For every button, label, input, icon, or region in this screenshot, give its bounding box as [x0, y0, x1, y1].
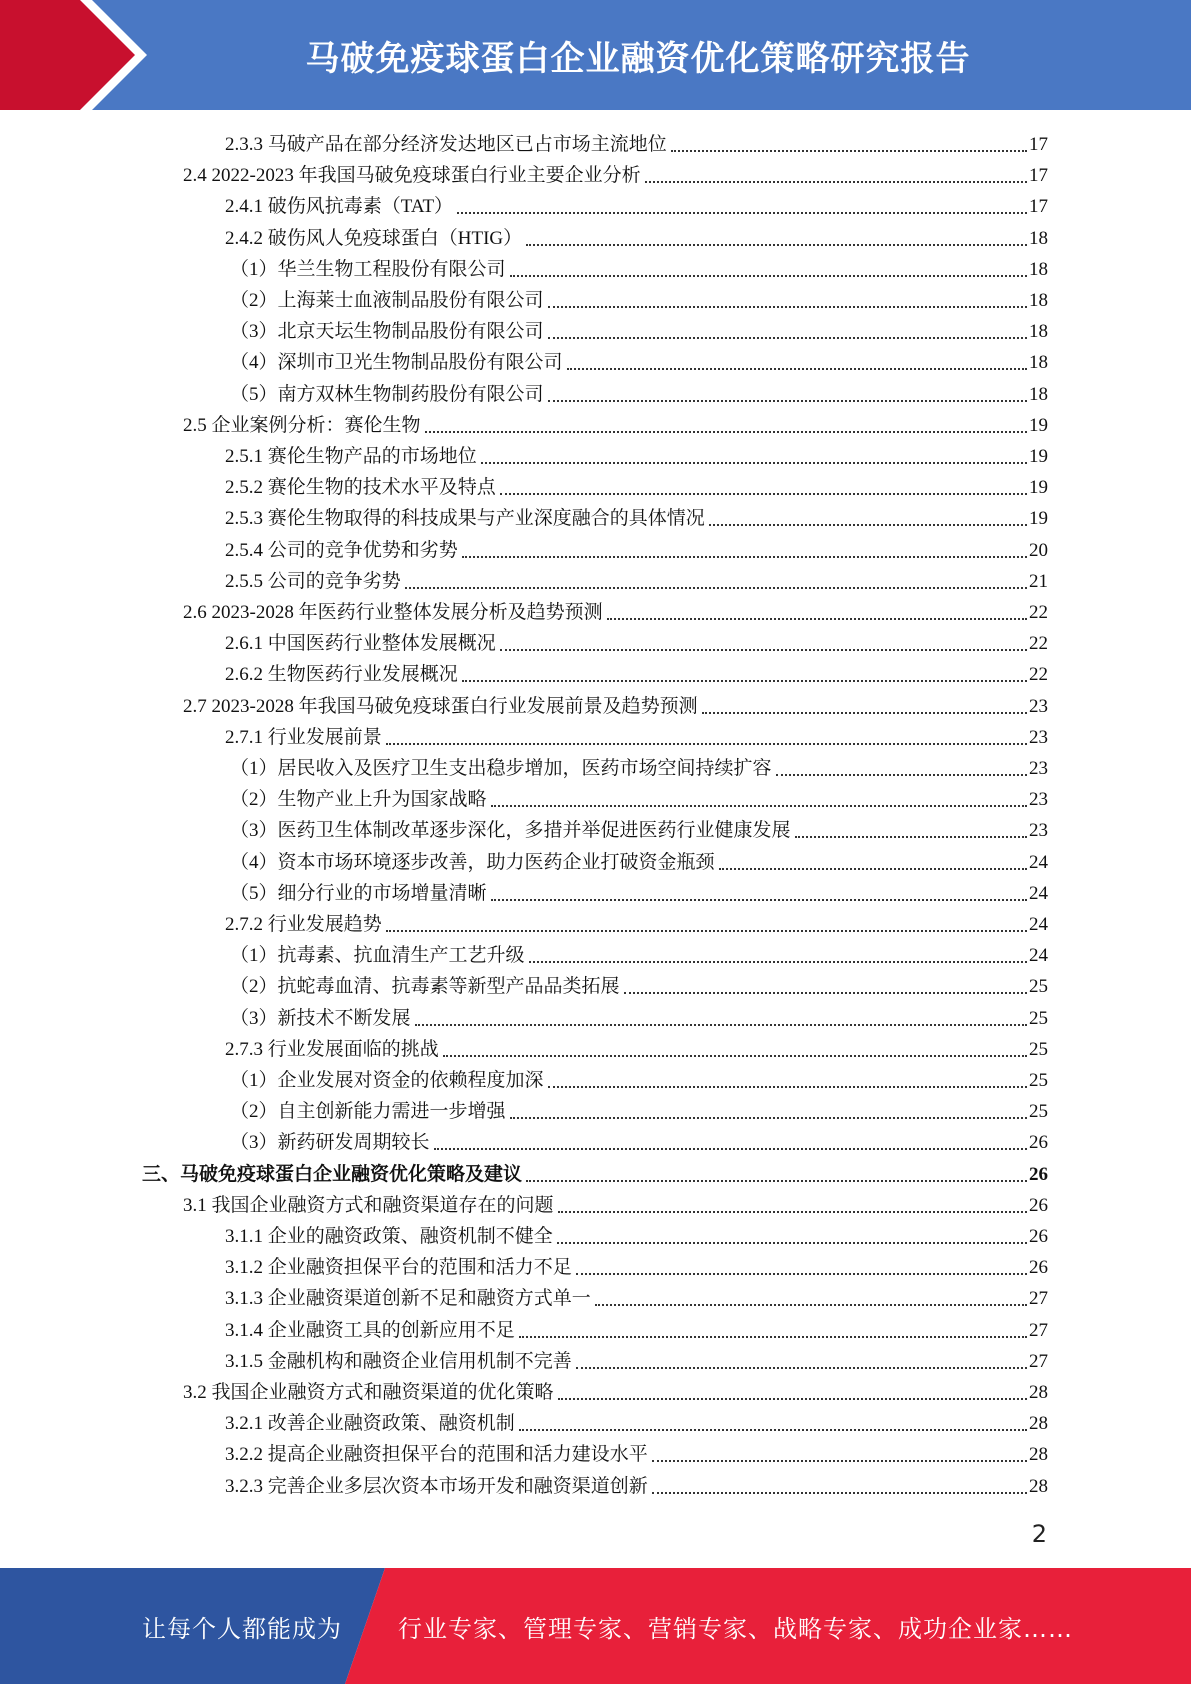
toc-entry[interactable] [225, 1032, 1048, 1063]
toc-entry-label: 3.2.3 完善企业多层次资本市场开发和融资渠道创新 [225, 1476, 648, 1497]
page-header [0, 0, 1191, 110]
toc-entry-page: 27 [1029, 1351, 1048, 1372]
toc-dot-leader [607, 618, 1027, 620]
toc-entry-label: （1）企业发展对资金的依赖程度加深 [230, 1070, 544, 1091]
toc-dot-leader [558, 1398, 1027, 1400]
toc-entry[interactable] [142, 1157, 1048, 1188]
toc-entry[interactable] [225, 1406, 1048, 1437]
toc-entry[interactable] [230, 969, 1048, 1000]
toc-entry-page: 25 [1029, 976, 1048, 997]
toc-entry[interactable] [225, 657, 1048, 688]
toc-entry-page: 18 [1029, 352, 1048, 373]
toc-entry-page: 19 [1029, 477, 1048, 498]
toc-entry-label: 2.4.2 破伤风人免疫球蛋白（HTIG） [225, 228, 523, 249]
toc-entry-page: 26 [1029, 1132, 1048, 1153]
toc-entry[interactable] [230, 1125, 1048, 1156]
toc-entry-label: 三、马破免疫球蛋白企业融资优化策略及建议 [142, 1164, 523, 1185]
toc-entry-label: 2.5.4 公司的竞争优势和劣势 [225, 540, 458, 561]
toc-entry[interactable] [225, 470, 1048, 501]
toc-entry-page: 24 [1029, 883, 1048, 904]
toc-entry[interactable] [225, 1281, 1048, 1312]
toc-dot-leader [548, 337, 1027, 339]
toc-entry[interactable] [225, 1250, 1048, 1281]
toc-dot-leader [645, 181, 1027, 183]
toc-entry-page: 26 [1029, 1164, 1048, 1185]
toc-dot-leader [386, 743, 1027, 745]
toc-entry-label: （4）资本市场环境逐步改善，助力医药企业打破资金瓶颈 [230, 852, 715, 873]
toc-entry-page: 23 [1029, 727, 1048, 748]
toc-entry[interactable] [230, 377, 1048, 408]
toc-entry-page: 23 [1029, 789, 1048, 810]
toc-entry-page: 26 [1029, 1257, 1048, 1278]
toc-entry[interactable] [230, 345, 1048, 376]
report-title: 马破免疫球蛋白企业融资优化策略研究报告 [305, 38, 971, 79]
toc-entry-label: （1）华兰生物工程股份有限公司 [230, 259, 506, 280]
toc-entry[interactable] [183, 595, 1048, 626]
page-footer [0, 1568, 1191, 1684]
toc-entry-label: 2.4 2022-2023 年我国马破免疫球蛋白行业主要企业分析 [183, 165, 641, 186]
toc-entry-label: 2.5 企业案例分析：赛伦生物 [183, 415, 421, 436]
toc-entry-label: （5）南方双林生物制药股份有限公司 [230, 384, 544, 405]
toc-entry[interactable] [225, 907, 1048, 938]
toc-entry[interactable] [225, 189, 1048, 220]
toc-entry-label: 2.7.2 行业发展趋势 [225, 914, 382, 935]
toc-dot-leader [443, 1055, 1027, 1057]
toc-dot-leader [652, 1492, 1027, 1494]
toc-dot-leader [405, 587, 1027, 589]
toc-entry-page: 22 [1029, 633, 1048, 654]
toc-dot-leader [576, 1273, 1027, 1275]
toc-entry[interactable] [225, 626, 1048, 657]
toc-entry[interactable] [183, 689, 1048, 720]
toc-entry[interactable] [225, 1219, 1048, 1250]
toc-entry-label: 3.1.3 企业融资渠道创新不足和融资方式单一 [225, 1288, 591, 1309]
toc-entry-page: 20 [1029, 540, 1048, 561]
toc-entry-label: 3.2.2 提高企业融资担保平台的范围和活力建设水平 [225, 1444, 648, 1465]
toc-dot-leader [457, 212, 1027, 214]
toc-dot-leader [557, 1242, 1027, 1244]
toc-entry-page: 28 [1029, 1444, 1048, 1465]
toc-entry-label: 3.2 我国企业融资方式和融资渠道的优化策略 [183, 1382, 554, 1403]
toc-dot-leader [548, 400, 1027, 402]
toc-dot-leader [434, 1148, 1027, 1150]
toc-entry[interactable] [225, 1469, 1048, 1500]
toc-entry[interactable] [230, 314, 1048, 345]
toc-dot-leader [519, 1336, 1027, 1338]
toc-entry-page: 19 [1029, 415, 1048, 436]
page-number: 2 [1031, 1520, 1047, 1548]
toc-entry[interactable] [183, 408, 1048, 439]
toc-entry[interactable] [230, 845, 1048, 876]
toc-dot-leader [500, 649, 1027, 651]
toc-entry[interactable] [230, 1094, 1048, 1125]
toc-dot-leader [529, 961, 1027, 963]
toc-entry-page: 27 [1029, 1288, 1048, 1309]
toc-entry-label: 3.1 我国企业融资方式和融资渠道存在的问题 [183, 1195, 554, 1216]
toc-entry-page: 23 [1029, 758, 1048, 779]
toc-dot-leader [558, 1211, 1027, 1213]
toc-dot-leader [548, 306, 1027, 308]
toc-entry[interactable] [230, 938, 1048, 969]
toc-entry-page: 24 [1029, 914, 1048, 935]
toc-entry-label: 2.5.2 赛伦生物的技术水平及特点 [225, 477, 496, 498]
toc-entry-page: 27 [1029, 1320, 1048, 1341]
toc-entry[interactable] [230, 1001, 1048, 1032]
toc-entry-page: 24 [1029, 945, 1048, 966]
toc-dot-leader [595, 1304, 1027, 1306]
toc-entry-page: 25 [1029, 1008, 1048, 1029]
toc-entry-label: 2.6.2 生物医药行业发展概况 [225, 664, 458, 685]
toc-entry-page: 22 [1029, 602, 1048, 623]
toc-dot-leader [462, 556, 1027, 558]
toc-entry[interactable] [225, 127, 1048, 158]
toc-entry-page: 18 [1029, 259, 1048, 280]
toc-entry-label: （5）细分行业的市场增量清晰 [230, 883, 487, 904]
toc-entry-label: 3.1.2 企业融资担保平台的范围和活力不足 [225, 1257, 572, 1278]
toc-dot-leader [719, 868, 1027, 870]
toc-entry-page: 17 [1029, 134, 1048, 155]
toc-entry-page: 19 [1029, 508, 1048, 529]
toc-entry[interactable] [230, 876, 1048, 907]
toc-entry[interactable] [230, 813, 1048, 844]
toc-dot-leader [491, 899, 1027, 901]
toc-entry[interactable] [225, 221, 1048, 252]
toc-entry[interactable] [225, 1437, 1048, 1468]
toc-entry-label: 2.7 2023-2028 年我国马破免疫球蛋白行业发展前景及趋势预测 [183, 696, 698, 717]
toc-entry[interactable] [225, 564, 1048, 595]
toc-entry-label: 2.6 2023-2028 年医药行业整体发展分析及趋势预测 [183, 602, 603, 623]
toc-entry-page: 25 [1029, 1039, 1048, 1060]
toc-entry[interactable] [230, 751, 1048, 782]
toc-dot-leader [702, 712, 1027, 714]
toc-dot-leader [386, 930, 1027, 932]
toc-dot-leader [519, 1429, 1027, 1431]
toc-dot-leader [510, 275, 1027, 277]
toc-entry-page: 28 [1029, 1413, 1048, 1434]
toc-entry-label: （4）深圳市卫光生物制品股份有限公司 [230, 352, 563, 373]
footer-slogan-right: 行业专家、管理专家、营销专家、战略专家、成功企业家…… [398, 1614, 1073, 1643]
toc-entry-page: 23 [1029, 820, 1048, 841]
toc-entry-label: （3）医药卫生体制改革逐步深化，多措并举促进医药行业健康发展 [230, 820, 791, 841]
toc-entry[interactable] [230, 252, 1048, 283]
toc-entry-page: 21 [1029, 571, 1048, 592]
toc-dot-leader [462, 680, 1027, 682]
toc-entry-page: 19 [1029, 446, 1048, 467]
toc-entry-label: 2.7.1 行业发展前景 [225, 727, 382, 748]
toc-entry[interactable] [225, 1313, 1048, 1344]
toc-dot-leader [776, 774, 1027, 776]
toc-entry[interactable] [225, 1344, 1048, 1375]
toc-entry-page: 17 [1029, 165, 1048, 186]
toc-entry-label: 2.3.3 马破产品在部分经济发达地区已占市场主流地位 [225, 134, 667, 155]
toc-entry-label: 2.5.3 赛伦生物取得的科技成果与产业深度融合的具体情况 [225, 508, 705, 529]
toc-entry-label: （1）居民收入及医疗卫生支出稳步增加，医药市场空间持续扩容 [230, 758, 772, 779]
toc-dot-leader [481, 462, 1027, 464]
toc-entry-label: （3）新技术不断发展 [230, 1008, 411, 1029]
header-arrow-decoration [0, 0, 175, 110]
toc-entry[interactable] [230, 1063, 1048, 1094]
toc-entry-label: 3.2.1 改善企业融资政策、融资机制 [225, 1413, 515, 1434]
toc-entry-label: 3.1.1 企业的融资政策、融资机制不健全 [225, 1226, 553, 1247]
toc-entry[interactable] [225, 720, 1048, 751]
toc-dot-leader [795, 836, 1027, 838]
toc-dot-leader [491, 805, 1027, 807]
toc-dot-leader [548, 1086, 1027, 1088]
toc-entry-page: 18 [1029, 321, 1048, 342]
toc-entry-page: 17 [1029, 196, 1048, 217]
toc-dot-leader [500, 493, 1027, 495]
toc-entry-label: 2.7.3 行业发展面临的挑战 [225, 1039, 439, 1060]
toc-entry-page: 23 [1029, 696, 1048, 717]
toc-entry-page: 25 [1029, 1070, 1048, 1091]
toc-entry[interactable] [225, 501, 1048, 532]
toc-entry-label: （2）上海莱士血液制品股份有限公司 [230, 290, 544, 311]
toc-entry-label: （3）新药研发周期较长 [230, 1132, 430, 1153]
toc-dot-leader [510, 1117, 1027, 1119]
toc-dot-leader [526, 1180, 1027, 1182]
toc-dot-leader [671, 150, 1027, 152]
toc-entry-label: （2）生物产业上升为国家战略 [230, 789, 487, 810]
toc-dot-leader [425, 431, 1027, 433]
toc-entry-page: 26 [1029, 1195, 1048, 1216]
toc-entry-page: 28 [1029, 1382, 1048, 1403]
toc-entry-page: 25 [1029, 1101, 1048, 1122]
toc-entry-label: 2.6.1 中国医药行业整体发展概况 [225, 633, 496, 654]
toc-dot-leader [526, 244, 1027, 246]
toc-entry-label: （2）自主创新能力需进一步增强 [230, 1101, 506, 1122]
toc-entry-page: 22 [1029, 664, 1048, 685]
toc-entry-page: 26 [1029, 1226, 1048, 1247]
toc-entry-page: 18 [1029, 290, 1048, 311]
toc-dot-leader [624, 992, 1027, 994]
toc-dot-leader [415, 1024, 1027, 1026]
toc-entry-label: 3.1.5 金融机构和融资企业信用机制不完善 [225, 1351, 572, 1372]
toc-dot-leader [567, 368, 1027, 370]
toc-entry[interactable] [183, 158, 1048, 189]
toc-entry-label: （3）北京天坛生物制品股份有限公司 [230, 321, 544, 342]
toc-entry[interactable] [183, 1375, 1048, 1406]
toc-entry-label: 2.5.5 公司的竞争劣势 [225, 571, 401, 592]
toc-entry-label: 3.1.4 企业融资工具的创新应用不足 [225, 1320, 515, 1341]
toc-entry[interactable] [225, 533, 1048, 564]
toc-entry-page: 18 [1029, 384, 1048, 405]
toc-entry[interactable] [230, 782, 1048, 813]
toc-entry[interactable] [225, 439, 1048, 470]
footer-slogan-left: 让每个人都能成为 [142, 1614, 342, 1643]
toc-entry-label: 2.5.1 赛伦生物产品的市场地位 [225, 446, 477, 467]
toc-entry-page: 24 [1029, 852, 1048, 873]
toc-entry-label: （2）抗蛇毒血清、抗毒素等新型产品品类拓展 [230, 976, 620, 997]
toc-entry-page: 18 [1029, 228, 1048, 249]
toc-dot-leader [576, 1367, 1027, 1369]
toc-entry[interactable] [230, 283, 1048, 314]
toc-entry-page: 28 [1029, 1476, 1048, 1497]
toc-dot-leader [652, 1460, 1027, 1462]
toc-entry-label: 2.4.1 破伤风抗毒素（TAT） [225, 196, 454, 217]
toc-entry[interactable] [183, 1188, 1048, 1219]
toc-dot-leader [709, 524, 1027, 526]
toc-entry-label: （1）抗毒素、抗血清生产工艺升级 [230, 945, 525, 966]
